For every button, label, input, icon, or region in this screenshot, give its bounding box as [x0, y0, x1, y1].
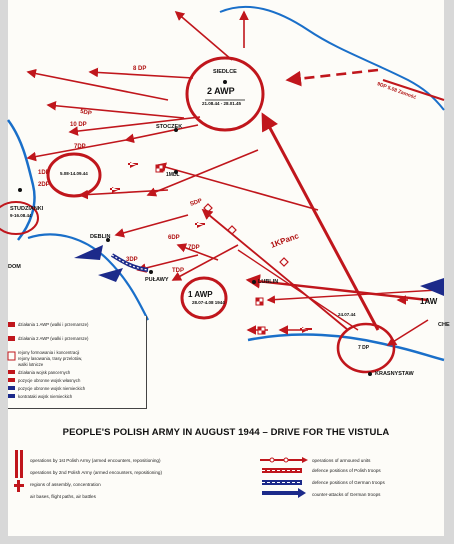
- label-9dp-road: 9DP 5.08 Zamość: [376, 81, 417, 101]
- inner-legend-item: kontrataki wojsk niemieckich: [18, 394, 73, 399]
- label-date-2407: 24.07.44: [338, 312, 356, 317]
- label-studzianki-dates: 9-16.08.44: [10, 213, 32, 218]
- german-counterattack-3: [420, 278, 444, 296]
- inner-legend-item: pozycje obronne wojsk własnych: [18, 378, 81, 383]
- inner-legend-item: pozycje obronne wojsk niemieckich: [18, 386, 86, 391]
- label-10dp: 10 DP: [70, 122, 87, 128]
- label-tdp: TDP: [172, 268, 184, 274]
- legend-1st-army: operations by 1st Polish Army (armed encounters, repositioning): [30, 458, 161, 463]
- label-dom: DOM: [8, 264, 21, 270]
- label-1mdl: 1MDL: [166, 172, 180, 178]
- inner-legend-item: działania 2 AWP (walki i przemarsze): [18, 336, 89, 341]
- label-1aw-right: 1AW: [420, 297, 438, 306]
- river-vistula-upper: [8, 120, 35, 240]
- inner-legend-box: [8, 316, 147, 409]
- inner-legend-item: rejony lasowania, trasy przelotów,: [18, 356, 83, 361]
- german-counterattack-1: [74, 245, 103, 260]
- label-7dp-lower: 7DP: [188, 245, 200, 251]
- label-1awp-dates: 28.07-4.08 1944: [192, 300, 225, 305]
- inner-legend-swatches: [8, 316, 17, 408]
- label-che: CHE: [438, 322, 450, 328]
- label-6dp: 6DP: [168, 235, 180, 241]
- dashed-arrow-east: [288, 70, 378, 80]
- legend-german-counterattack: counter-attacks of German troops: [312, 492, 381, 497]
- legend-air: air bases, flight paths, air battles: [30, 494, 96, 499]
- label-krasnystaw: KRASNYSTAW: [375, 371, 414, 377]
- legend-armour: operations of armoured units: [312, 458, 371, 463]
- inner-legend-item: działania 1 AWP (walki i przemarsze): [18, 322, 89, 327]
- label-5dp: 5DP: [79, 108, 93, 118]
- label-8dp: 8 DP: [133, 66, 147, 72]
- inner-legend-item: działania wojsk pancernych: [18, 370, 71, 375]
- label-pulawy: PUŁAWY: [145, 277, 169, 283]
- side-emblem: [14, 448, 26, 496]
- inner-legend-item: rejony formowania i koncentracji: [18, 350, 80, 355]
- label-7dp: 7 DP: [358, 345, 370, 351]
- map-title: PEOPLE'S POLISH ARMY IN AUGUST 1944 – DRIVE FOR THE VISTULA: [62, 427, 390, 438]
- label-1awp: 1 AWP: [188, 290, 213, 299]
- map-page: [8, 0, 450, 536]
- legend-2nd-army: operations by 2nd Polish Army (armed encounters, repositioning): [30, 470, 163, 475]
- label-deblin: DEBLIN: [90, 234, 111, 240]
- inner-legend-item: walki lotnicze: [18, 362, 44, 367]
- label-siedlce: SIEDLCE: [213, 69, 237, 75]
- river-wieprz: [248, 335, 444, 360]
- legend-assembly: regions of assembly, concentration: [30, 482, 101, 487]
- label-7dp-north: 7DP: [74, 144, 86, 150]
- legend-german-defence: defence positions of German troops: [312, 480, 385, 485]
- river-vistula-lower: [28, 234, 148, 320]
- legend-symbols: [258, 456, 308, 500]
- label-2dp: 2DP: [38, 182, 50, 188]
- legend-polish-defence: defence positions of Polish troops: [312, 468, 381, 473]
- arrow-to-siedlce: [263, 115, 378, 330]
- label-stoczek: STOCZEK: [156, 124, 183, 130]
- label-lublin: LUBLIN: [258, 279, 279, 285]
- label-2awp: 2 AWP: [207, 86, 235, 96]
- arrow-1kpanc: [203, 210, 348, 330]
- label-1kpanc: 1KPanc: [269, 231, 301, 250]
- label-3dp: 3DP: [126, 257, 138, 263]
- label-1dp: 1DP: [38, 170, 50, 176]
- label-assembly-dates: 5.08-14.09.44: [60, 171, 88, 176]
- german-counterattack-2: [98, 268, 123, 282]
- label-sdp: SDP: [189, 198, 203, 208]
- label-studzianki: STUDZIANKI: [10, 206, 44, 212]
- label-2awp-dates: 21.08.44 - 28.01.45: [202, 101, 242, 106]
